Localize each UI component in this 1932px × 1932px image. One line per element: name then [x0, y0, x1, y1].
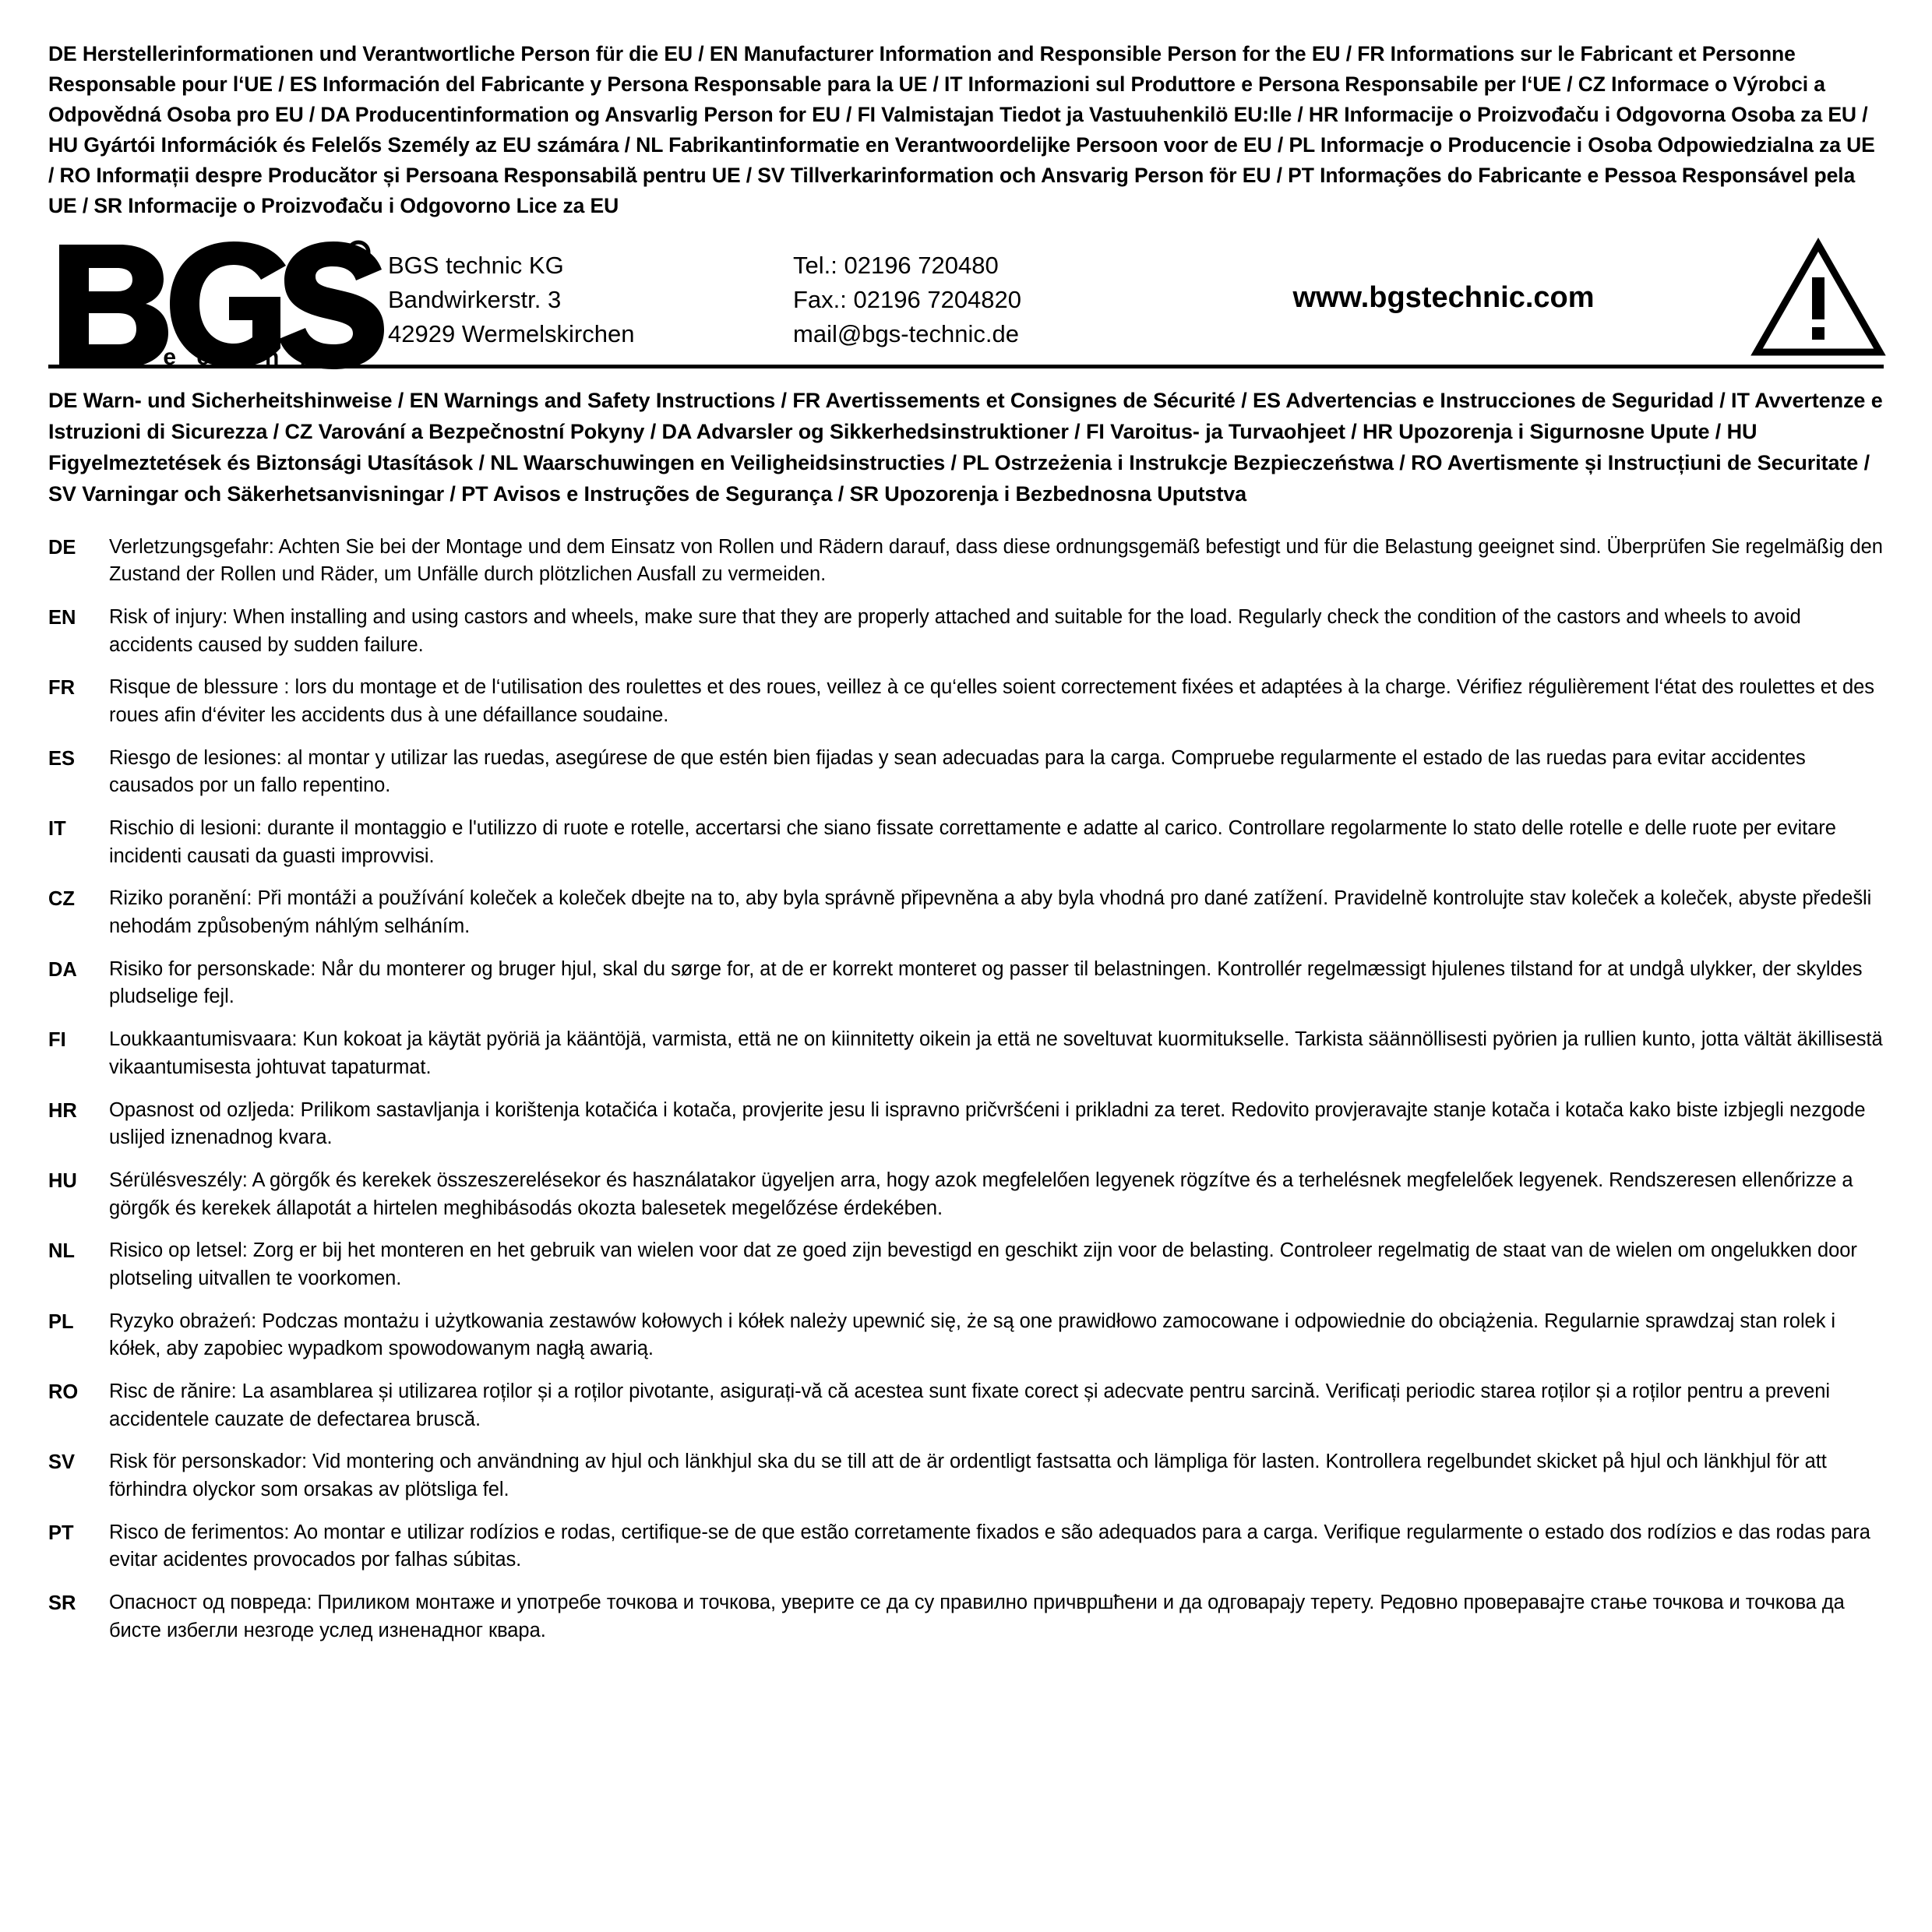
instruction-text: Ryzyko obrażeń: Podczas montażu i użytkowania zestawów kołowych i kółek należy upewnić się, że są one prawidłowo zamocowane i odpowiednie do obciążenia. Regularnie sprawdzaj stan rolek i kółek, aby zapobiec wypadkom spowodowanym nagłą awarią.: [109, 1310, 1836, 1360]
svg-text:t e c h n i c: t e c h n i c: [135, 344, 347, 370]
language-code: EN: [48, 606, 76, 629]
instruction-text: Sérülésveszély: A görgők és kerekek összeszerelésekor és használatakor ügyeljen arra, hogy azok megfelelően legyenek rögzítve és a terhelésnek megfelelőek legyenek. Rendszeresen ellenőrizze a görgők és kerekek állapotát a hirtelen meghibásodás okozta balesetek megelőzése érdekében.: [109, 1169, 1853, 1219]
company-telephone: Tel.: 02196 720480: [793, 251, 999, 279]
language-code: ES: [48, 747, 76, 770]
instruction-text: Risque de blessure : lors du montage et de l‘utilisation des roulettes et des roues, veillez à ce qu‘elles soient correctement fixées et adaptées à la charge. Vérifiez régulièrement l‘état des roulettes et des roues afin d‘éviter les accidents dus à une défaillance soudaine.: [109, 676, 1874, 726]
company-fax: Fax.: 02196 7204820: [793, 285, 1022, 313]
instruction-text: Risico op letsel: Zorg er bij het monteren en het gebruik van wielen voor dat ze goed zijn bevestigd en geschikt zijn voor de belasting. Controleer regelmatig de staat van de wielen om ongelukken door plotseling uitvallen te voorkomen.: [109, 1239, 1857, 1289]
warning-triangle-icon: [1743, 240, 1884, 357]
instruction-text: Loukkaantumisvaara: Kun kokoat ja käytät pyöriä ja kääntöjä, varmista, että ne on kiinnitetty oikein ja että ne soveltuvat kuormitukselle. Tarkista säännöllisesti pyörien ja rullien kunto, jotta vältät äkillisestä vikaantumisesta johtuvat tapaturmat.: [109, 1028, 1883, 1078]
instruction-text: Risiko for personskade: Når du monterer og bruger hjul, skal du sørge for, at de er korrekt monteret og passer til belastningen. Kontrollér regelmæssigt hjulenes tilstand for at undgå ulykker, der skyldes pludselige fejl.: [109, 957, 1863, 1008]
language-code: SR: [48, 1592, 76, 1615]
language-code: DE: [48, 536, 76, 559]
language-code: RO: [48, 1381, 79, 1404]
instruction-text: Riesgo de lesiones: al montar y utilizar las ruedas, asegúrese de que estén bien fijadas y sean adecuadas para la carga. Compruebe regularmente el estado de las ruedas para evitar accidentes causados por un fallo repentino.: [109, 746, 1806, 797]
instruction-row-en: [48, 604, 1884, 659]
instruction-row-es: [48, 745, 1884, 800]
instruction-row-it: [48, 815, 1884, 870]
instruction-text: Risc de rănire: La asamblarea și utilizarea roților și a roților pivotante, asigurați-vă că acestea sunt fixate corect și adecvate pentru sarcină. Verificați periodic starea roților și a roților pentru a preveni accidentele cauzate de defectarea bruscă.: [109, 1380, 1830, 1430]
instruction-row-de: [48, 534, 1884, 589]
language-code: HR: [48, 1099, 77, 1122]
instruction-row-fr: [48, 674, 1884, 729]
instruction-text: Risk of injury: When installing and using castors and wheels, make sure that they are properly attached and suitable for the load. Regularly check the condition of the castors and wheels to avoid accidents caused by sudden failure.: [109, 605, 1801, 656]
instruction-text: Riziko poranění: Při montáži a používání koleček a koleček dbejte na to, aby byla správně připevněna a aby byla vhodná pro dané zatížení. Pravidelně kontrolujte stav koleček a koleček, abyste předešli nehodám způsobeným náhlým selháním.: [109, 887, 1872, 938]
instruction-row-ro: [48, 1378, 1884, 1433]
company-street: Bandwirkerstr. 3: [388, 285, 562, 313]
warning-triangle-graphic: [1753, 240, 1884, 357]
language-code: FI: [48, 1029, 66, 1052]
company-contact: [793, 245, 1167, 351]
instruction-row-nl: [48, 1237, 1884, 1292]
instruction-row-fi: [48, 1026, 1884, 1081]
manufacturer-information-header: DE Herstellerinformationen und Verantwortliche Person für die EU / EN Manufacturer Information and Responsible Person for the EU / FR Informations sur le Fabricant et Personne Responsable pour l‘UE / ES Información del Fabricante y Persona Responsable para la UE / IT Informazioni sul Produttore e Persona Responsabile per l‘UE / CZ Informace o Výrobci a Odpovědná Osoba pro EU / DA Producentinformation og Ansvarlig Person for EU / FI Valmistajan Tiedot ja Vastuuhenkilö EU:lle / HR Informacije o Proizvođaču i Odgovorna Osoba za EU / HU Gyártói Információk és Felelős Személy az EU számára / NL Fabrikantinformatie en Verantwoordelijke Persoon voor de EU / PL Informacje o Producencie i Osoba Odpowiedzialna za UE / RO Informații despre Producător și Persoana Responsabilă pentru UE / SV Tillverkarinformation och Ansvarig Person för EU / PT Informações do Fabricante e Pessoa Responsável pela UE / SR Informacije o Proizvođaču i Odgovorno Lice za EU: [48, 42, 1875, 217]
language-code: FR: [48, 677, 75, 700]
instruction-row-hu: [48, 1167, 1884, 1222]
instruction-row-pl: [48, 1308, 1884, 1363]
instruction-row-da: [48, 956, 1884, 1011]
company-email[interactable]: mail@bgs-technic.de: [793, 319, 1019, 347]
bgs-logo-graphic: [53, 240, 365, 370]
language-code: PL: [48, 1310, 74, 1333]
language-code: SV: [48, 1451, 76, 1474]
instruction-row-hr: [48, 1097, 1884, 1152]
language-code: PT: [48, 1521, 74, 1544]
svg-text:R: R: [353, 245, 364, 261]
instruction-text: Opasnost od ozljeda: Prilikom sastavljanja i korištenja kotačića i kotača, provjerite jesu li ispravno pričvršćeni i prikladni za teret. Redovito provjeravajte stanje kotača i kotača kako biste izbjegli nezgode uslijed iznenadnog kvara.: [109, 1098, 1866, 1149]
instruction-text: Risco de ferimentos: Ao montar e utilizar rodízios e rodas, certifique-se de que estão corretamente fixados e são adequados para a carga. Verifique regularmente o estado dos rodízios e das rodas para evitar acidentes provocados por falhas súbitas.: [109, 1521, 1870, 1571]
instruction-row-cz: [48, 885, 1884, 940]
instruction-text: Risk för personskador: Vid montering och användning av hjul och länkhjul ska du se till att de är ordentligt fastsatta och lämpliga för lasten. Kontrollera regelbundet skicket på hjul och länkhjul för att förhindra olyckor som orsakas av plötsliga fel.: [109, 1451, 1827, 1501]
safety-instructions-title: DE Warn- und Sicherheitshinweise / EN Warnings and Safety Instructions / FR Avertissements et Consignes de Sécurité / ES Advertencias e Instrucciones de Seguridad / IT Avvertenze e Istruzioni di Sicurezza / CZ Varování a Bezpečnostní Pokyny / DA Advarsler og Sikkerhedsinstruktioner / FI Varoitus- ja Turvaohjeet / HR Upozorenja i Sigurnosne Upute / HU Figyelmeztetések és Biztonsági Utasítások / NL Waarschuwingen en Veiligheidsinstructies / PL Ostrzeżenia i Instrukcje Bezpieczeństwa / RO Avertismente și Instrucțiuni de Securitate / SV Varningar och Säkerhetsanvisningar / PT Avisos e Instruções de Segurança / SR Upozorenja i Bezbednosna Uputstva: [48, 388, 1883, 506]
language-code: NL: [48, 1240, 75, 1263]
instruction-text: Verletzungsgefahr: Achten Sie bei der Montage und dem Einsatz von Rollen und Rädern darauf, dass diese ordnungsgemäß befestigt und für die Belastung geeignet sind. Überprüfen Sie regelmäßig den Zustand der Rollen und Räder, um Unfälle durch plötzlichen Ausfall zu vermeiden.: [109, 535, 1883, 586]
language-code: HU: [48, 1169, 77, 1192]
company-information-band: [48, 235, 1884, 368]
company-name: BGS technic KG: [388, 251, 564, 279]
company-website[interactable]: www.bgstechnic.com: [1292, 281, 1595, 315]
instructions-list: [48, 534, 1884, 1645]
language-code: CZ: [48, 888, 75, 911]
instruction-text: Rischio di lesioni: durante il montaggio e l'utilizzo di ruote e rotelle, accertarsi che siano fissate correttamente e adatte al carico. Controllare regolarmente lo stato delle rotelle e delle ruote per evitare incidenti causati da guasti improvvisi.: [109, 817, 1836, 867]
instruction-row-sv: [48, 1448, 1884, 1504]
instruction-row-pt: [48, 1519, 1884, 1574]
language-code: IT: [48, 818, 66, 841]
language-code: DA: [48, 958, 77, 981]
company-city: 42929 Wermelskirchen: [388, 319, 635, 347]
company-address: [388, 245, 793, 351]
bgs-logo: [48, 240, 388, 370]
instruction-row-sr: [48, 1589, 1884, 1645]
instruction-text: Опасност од повреда: Приликом монтаже и употребе точкова и точкова, уверите се да су правилно причвршћени и да одговарају терету. Редовно проверавајте стање точкова и точкова да бисте избегли незгоде услед изненадног квара.: [109, 1592, 1845, 1641]
